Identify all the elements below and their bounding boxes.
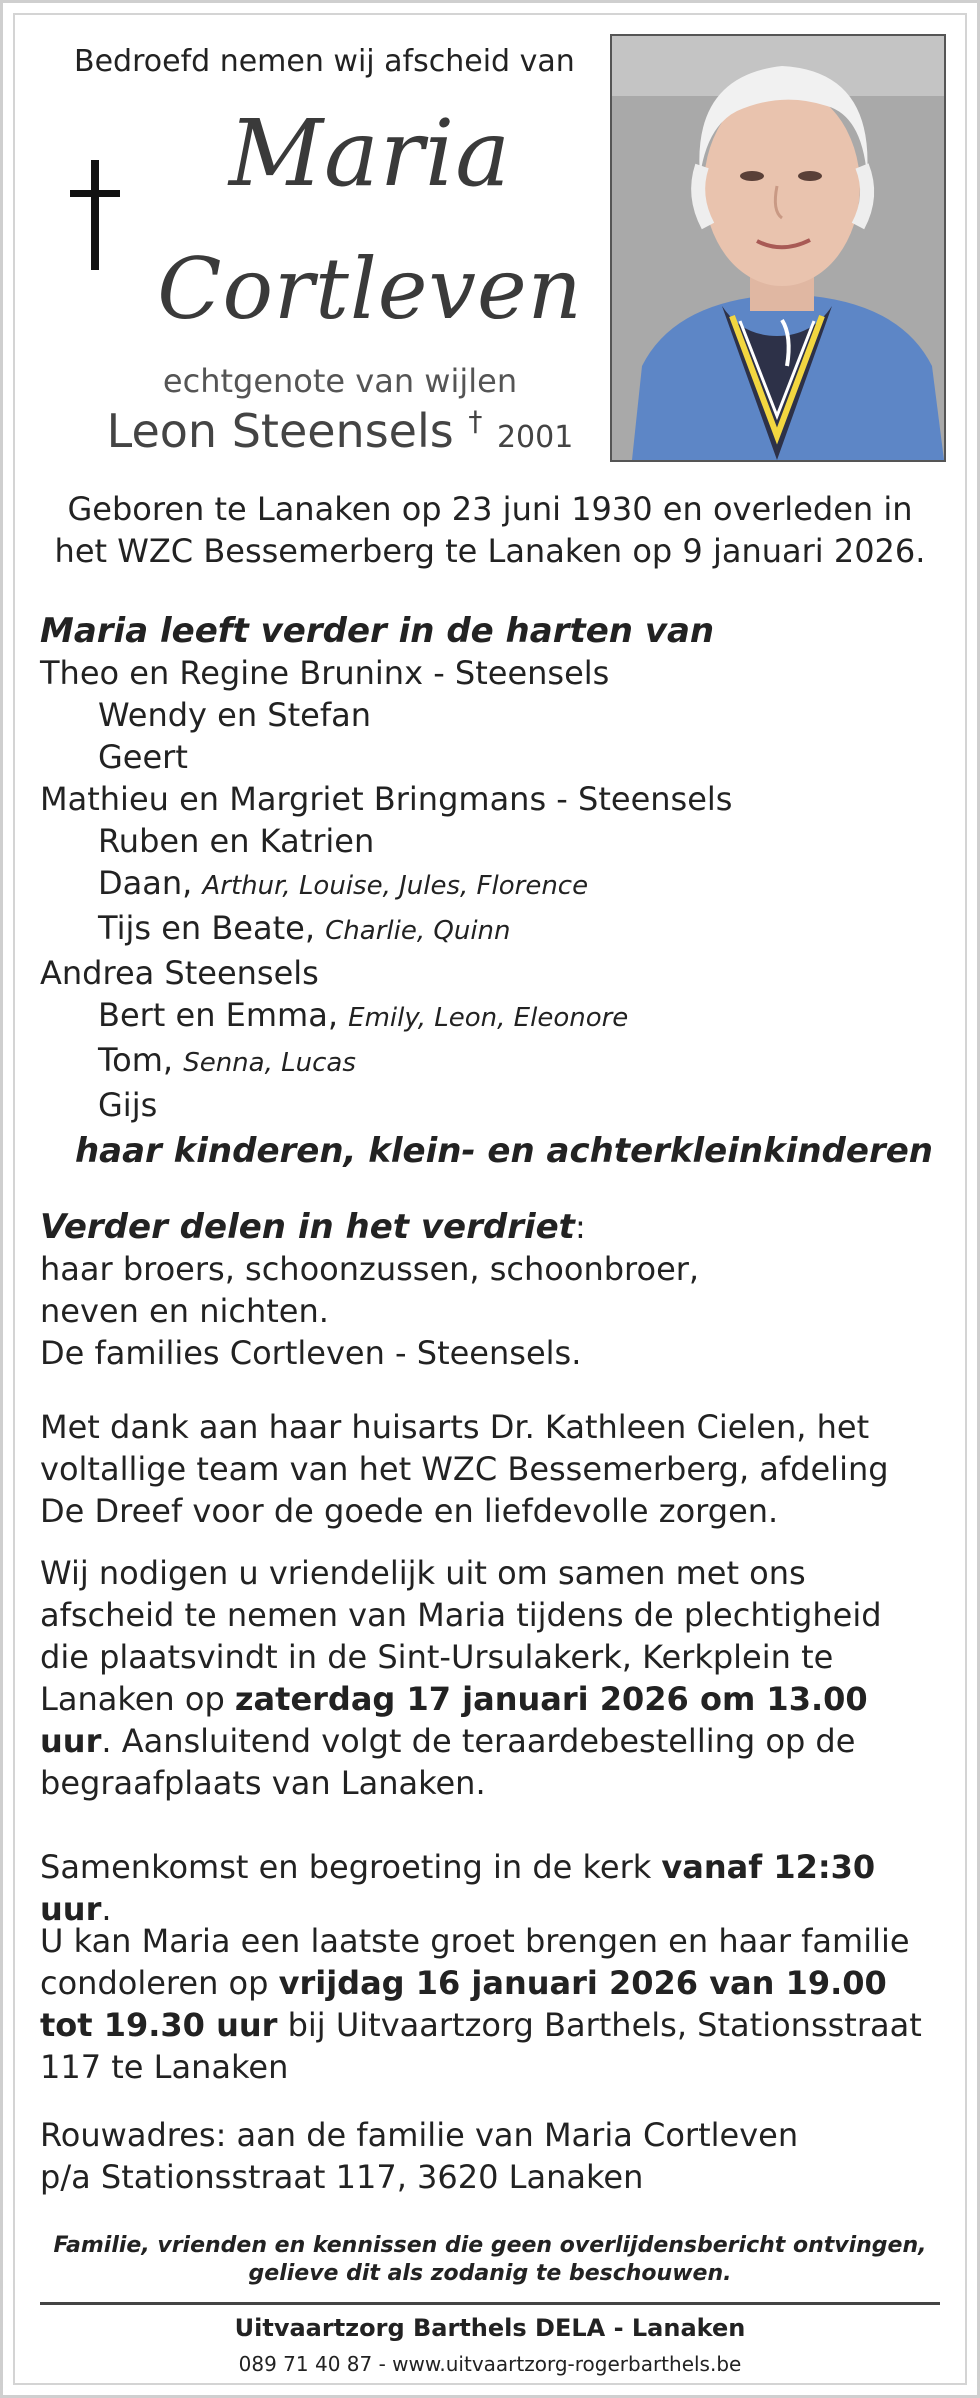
family-line: Mathieu en Margriet Bringmans - Steensels	[40, 780, 733, 818]
ceremony-date-time: zaterdag 17 januari 2026 om 13.00 uur	[40, 1680, 868, 1760]
family-line: Gijs	[98, 1086, 158, 1124]
deceased-first-name: Maria	[228, 100, 512, 207]
grief-line: haar broers, schoonzussen, schoonbroer,	[40, 1250, 700, 1288]
family-line: Tijs en Beate, Charlie, Quinn	[98, 909, 511, 947]
family-line: Andrea Steensels	[40, 954, 319, 992]
grandchildren: Emily, Leon, Eleonore	[348, 1003, 629, 1033]
grief-line: De families Cortleven - Steensels.	[40, 1334, 582, 1372]
family-title: Maria leeft verder in de harten van	[40, 611, 715, 651]
address-line: Rouwadres: aan de familie van Maria Cortleven	[40, 2116, 799, 2154]
undertaker-name: Uitvaartzorg Barthels DELA - Lanaken	[234, 2314, 746, 2342]
spouse-name: Leon Steensels	[106, 404, 454, 458]
family-closing: haar kinderen, klein- en achterkleinkinderen	[74, 1131, 933, 1171]
family-line: Daan, Arthur, Louise, Jules, Florence	[98, 864, 589, 902]
intro-text: Bedroefd nemen wij afscheid van	[74, 44, 575, 79]
gathering-paragraph: Samenkomst en begroeting in de kerk vanaf 12:30 uur.	[40, 1848, 876, 1928]
thanks-paragraph: Met dank aan haar huisarts Dr. Kathleen Cielen, het voltallige team van het WZC Bessemerberg, afdeling De Dreef voor de goede en liefdevolle zorgen.	[40, 1408, 889, 1530]
visit-paragraph: U kan Maria een laatste groet brengen en haar familie condoleren op vrijdag 16 januari 2026 van 19.00 tot 19.30 uur bij Uitvaartzorg Barthels, Stationsstraat 117 te Lanaken	[40, 1922, 922, 2086]
grief-line: neven en nichten.	[40, 1292, 329, 1330]
undertaker-contact: 089 71 40 87 - www.uitvaartzorg-rogerbarthels.be	[238, 2352, 742, 2376]
grandchildren: Arthur, Louise, Jules, Florence	[202, 871, 589, 901]
family-line: Bert en Emma, Emily, Leon, Eleonore	[98, 996, 629, 1034]
address-block	[40, 2114, 940, 2198]
family-line: Theo en Regine Bruninx - Steensels	[40, 654, 610, 692]
grief-title: Verder delen in het verdriet	[40, 1207, 575, 1247]
footer-divider	[40, 2302, 940, 2305]
dagger-icon: †	[468, 404, 483, 438]
grandchildren: Charlie, Quinn	[325, 916, 511, 946]
family-line: Tom, Senna, Lucas	[98, 1041, 356, 1079]
family-section	[40, 610, 940, 1172]
grief-section: Verder delen in het verdriet: haar broers, schoonzussen, schoonbroer, neven en nichten. De families Cortleven - Steensels.	[40, 1206, 940, 1374]
grandchildren: Senna, Lucas	[183, 1048, 356, 1078]
latin-cross-icon	[70, 160, 120, 270]
portrait-photo	[610, 34, 946, 462]
visit-date-time: vrijdag 16 januari 2026 van 19.00 tot 19.30 uur	[40, 1964, 887, 2044]
footer-note: Familie, vrienden en kennissen die geen overlijdensbericht ontvingen, gelieve dit als zodanig te beschouwen.	[53, 2233, 927, 2286]
address-line: p/a Stationsstraat 117, 3620 Lanaken	[40, 2158, 644, 2196]
family-line: Ruben en Katrien	[98, 822, 375, 860]
spouse-death-year: 2001	[496, 420, 574, 455]
family-line: Wendy en Stefan	[98, 696, 371, 734]
spouse-label: echtgenote van wijlen	[162, 362, 518, 400]
gathering-time: vanaf 12:30 uur	[40, 1848, 876, 1928]
family-line: Geert	[98, 738, 188, 776]
deceased-last-name: Cortleven	[157, 240, 583, 338]
birth-death-text: Geboren te Lanaken op 23 juni 1930 en overleden in het WZC Bessemerberg te Lanaken op 9 januari 2026.	[54, 490, 926, 570]
portrait-illustration	[612, 36, 944, 460]
ceremony-paragraph: Wij nodigen u vriendelijk uit om samen met ons afscheid te nemen van Maria tijdens de plechtigheid die plaatsvindt in de Sint-Ursulakerk, Kerkplein te Lanaken op zaterdag 17 januari 2026 om 13.00 uur. Aansluitend volgt de teraardebestelling op de begraafplaats van Lanaken.	[40, 1554, 882, 1802]
spouse-line	[60, 404, 620, 458]
